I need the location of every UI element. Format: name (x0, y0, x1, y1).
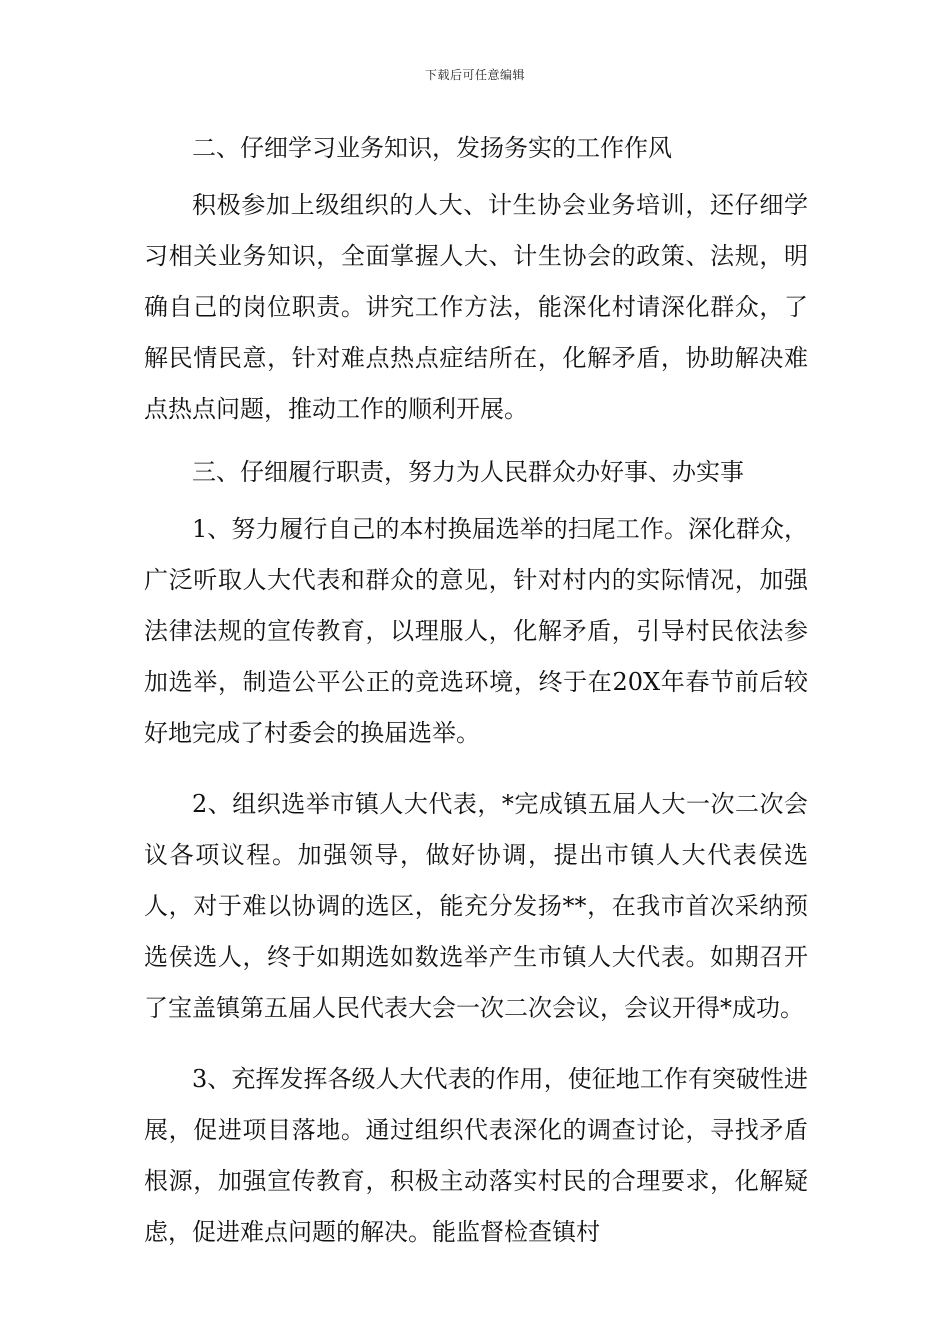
paragraph-item-3: 3、充挥发挥各级人大代表的作用，使征地工作有突破性进展，促进项目落地。通过组织代表深化的调查讨论，寻找矛盾根源，加强宣传教育，积极主动落实村民的合理要求，化解疑虑，促进难点问题的解决。能监督检查镇村 (144, 1065, 808, 1246)
section-heading-3: 三、仔细履行职责，努力为人民群众办好事、办实事 (192, 458, 744, 486)
section-heading-2: 二、仔细学习业务知识，发扬务实的工作作风 (192, 134, 672, 162)
document-body (144, 123, 808, 1278)
paragraph-item-1: 1、努力履行自己的本村换届选举的扫尾工作。深化群众，广泛听取人大代表和群众的意见，针对村内的实际情况，加强法律法规的宣传教育，以理服人，化解矛盾，引导村民依法参加选举，制造公平公正的竞选环境，终于在20X年春节前后较好地完成了村委会的换届选举。 (144, 515, 808, 747)
paragraph-training: 积极参加上级组织的人大、计生协会业务培训，还仔细学习相关业务知识，全面掌握人大、计生协会的政策、法规，明确自己的岗位职责。讲究工作方法，能深化村请深化群众，了解民情民意，针对难点热点症结所在，化解矛盾，协助解决难点热点问题，推动工作的顺利开展。 (144, 191, 808, 423)
paragraph-item-2: 2、组织选举市镇人大代表，*完成镇五届人大一次二次会议各项议程。加强领导，做好协调，提出市镇人大代表侯选人，对于难以协调的选区，能充分发扬**，在我市首次采纳预选侯选人，终于如期选如数选举产生市镇人大代表。如期召开了宝盖镇第五届人民代表大会一次二次会议，会议开得*成功。 (144, 790, 808, 1022)
page-header: 下载后可任意编辑 (424, 68, 525, 82)
